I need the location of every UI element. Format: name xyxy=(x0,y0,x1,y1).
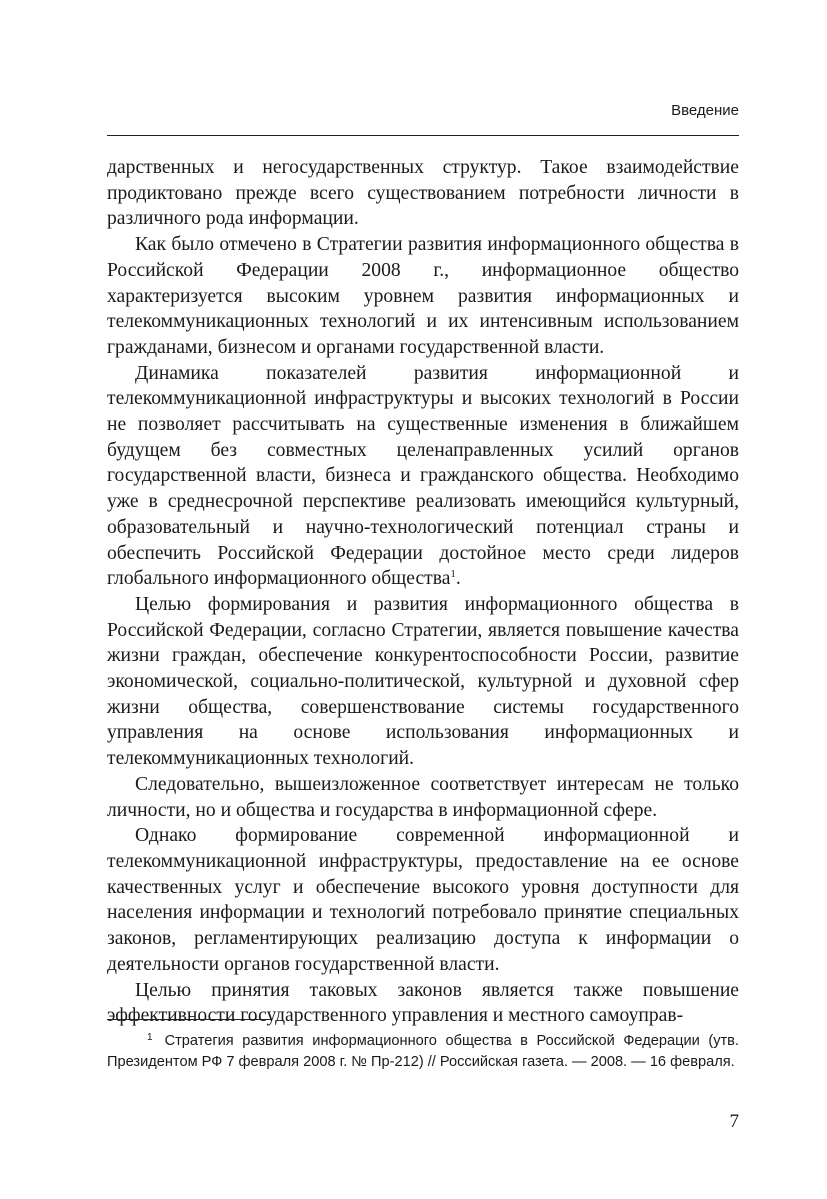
paragraph-3-text: Динамика показателей развития информационной и телекоммуникационной инфраструктуры и высоких технологий в России не позволяет рассчитывать на существенные изменения в ближайшем будущем без совместных целенаправленных усилий органов государственной власти, бизнеса и гражданского общества. Необходимо уже в среднесрочной перспективе реализовать имеющийся культурный, образовательный и научно-технологический потенциал страны и обеспечить Российской Федерации достойное место среди лидеров глобального информационного общества xyxy=(107,362,739,590)
paragraph-3-end: . xyxy=(455,568,461,590)
paragraph-2: Как было отмечено в Стратегии развития информационного общества в Российской Федерации 2008 г., информационное общество характеризуется высоким уровнем развития информационных и телекоммуникационных технологий и их интенсивным использованием гражданами, бизнесом и органами государственной власти. xyxy=(107,234,739,358)
footnote-rule xyxy=(107,1019,271,1020)
paragraph-4: Целью формирования и развития информационного общества в Российской Федерации, согласно Стратегии, является повышение качества жизни граждан, обеспечение конкурентоспособности России, развитие экономической, социально-политической, культурной и духовной сфер жизни общества, совершенствование системы государственного управления на основе использования информационных и телекоммуникационных технологий. xyxy=(107,593,739,770)
paragraph-5: Следовательно, вышеизложенное соответствует интересам не только личности, но и общества и государства в информационной сфере. xyxy=(107,773,739,821)
footnote: 1 Стратегия развития информационного общества в Российской Федерации (утв. Президентом РФ 7 февраля 2008 г. № Пр-212) // Российская газета. — 2008. — 16 февраля. xyxy=(107,1032,739,1070)
running-head: Введение xyxy=(671,102,739,119)
footnote-reference[interactable]: 1 xyxy=(450,568,456,581)
main-text xyxy=(107,155,739,1029)
paragraph-3 xyxy=(107,361,739,592)
paragraph-1: дарственных и негосударственных структур. Такое взаимодействие продиктовано прежде всего существованием потребности личности в различного рода информации. xyxy=(107,157,739,230)
footnote-text: Стратегия развития информационного общества в Российской Федерации (утв. Президентом РФ 7 февраля 2008 г. № Пр-212) // Российская газета. — 2008. — 16 февраля. xyxy=(107,1033,739,1070)
paragraph-6: Однако формирование современной информационной и телекоммуникационной инфраструктуры, предоставление на ее основе качественных услуг и обеспечение высокого уровня доступности для населения информации и технологий потребовало принятие специальных законов, регламентирующих реализацию доступа к информации о деятельности органов государственной власти. xyxy=(107,825,739,975)
page-number: 7 xyxy=(729,1111,739,1132)
header-rule xyxy=(107,135,739,136)
paragraph-7: Целью принятия таковых законов является также повышение эффективности государственного управления и местного самоуправ- xyxy=(107,979,739,1027)
